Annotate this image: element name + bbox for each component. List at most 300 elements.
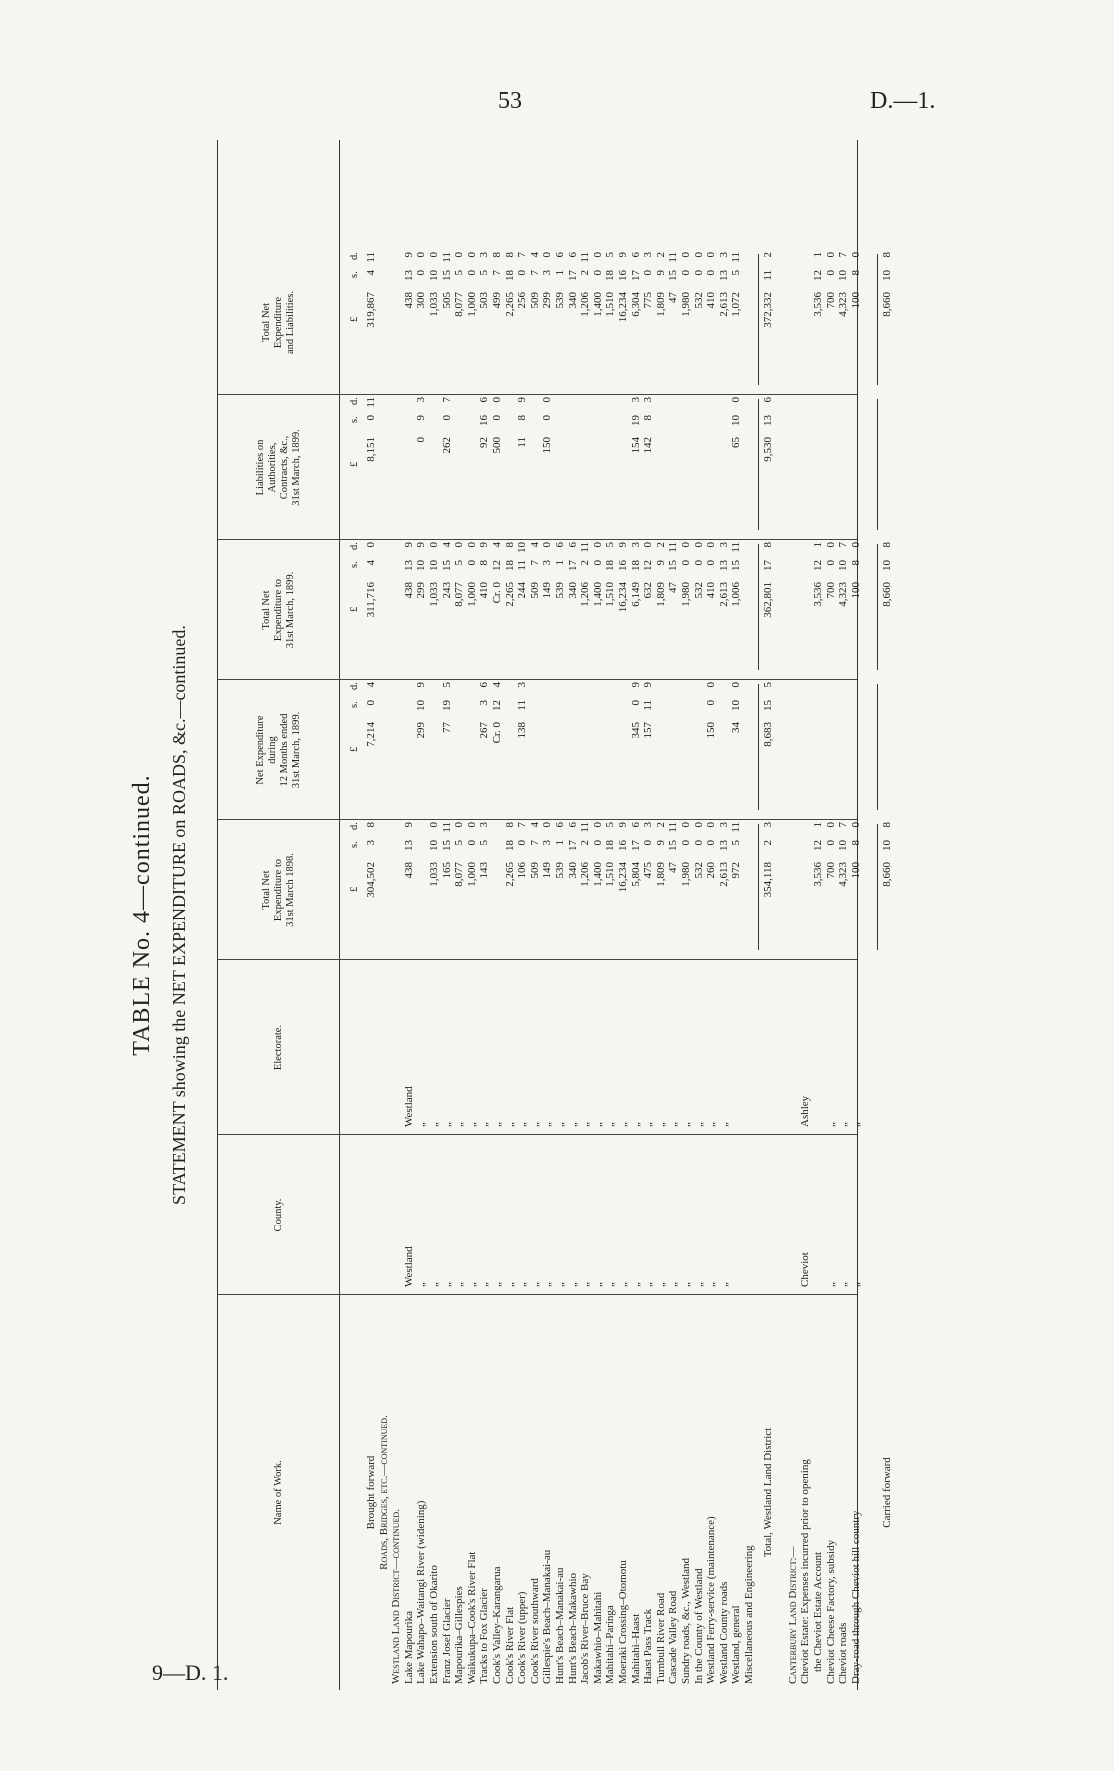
amount-pounds: 1,809 [654,292,667,317]
amount-shillings: 5 [730,840,743,846]
amount-pounds: 300 [415,292,428,309]
amount-pence: 9 [402,542,415,548]
table-title: TABLE No. 4—continued. [129,774,155,1056]
row-total-amount [881,250,894,395]
amount-shillings: 13 [717,840,730,851]
row-to1899-amount [529,540,542,680]
row-to1898-amount [453,820,466,960]
row-to1898-amount [680,820,693,960]
row-to1898-amount [825,820,838,960]
amount-shillings: 0 [541,415,554,421]
amount-pence: 11 [579,822,592,833]
amount-pence: 9 [617,822,629,828]
amount-pounds: 1,980 [680,582,692,607]
amount-pence: 5 [604,822,617,828]
row-year1899-amount [415,680,428,820]
amount-pounds: 1,006 [730,582,743,607]
row-to1899-amount [718,540,731,680]
amount-pounds: 92 [478,437,491,448]
amount-pounds: 410 [478,582,491,599]
amount-pence: 0 [849,542,862,548]
amount-shillings: 10 [881,560,893,571]
row-to1899-amount [630,540,643,680]
amount-pounds: 154 [629,437,642,454]
amount-shillings: 13 [717,560,730,571]
amount-shillings: 0 [692,270,705,276]
amount-pence: 5 [440,682,453,688]
amount-shillings: 9 [654,840,667,846]
amount-shillings: 0 [591,270,604,276]
amount-shillings: 18 [503,840,516,851]
money-unit-pence: d. [349,397,360,405]
amount-shillings: 10 [837,560,850,571]
row-electorate: „ [629,1122,642,1127]
row-to1899-amount [604,540,617,680]
amount-pence: 0 [705,252,718,258]
row-electorate: „ [503,1122,516,1127]
amount-shillings: 10 [428,840,440,851]
amount-pence: 3 [478,822,491,828]
amount-pounds: 262 [440,437,453,454]
amount-pence: 8 [881,542,893,548]
amount-shillings: 9 [654,270,667,276]
row-year1899-amount [630,680,643,820]
amount-pounds: 299 [415,582,428,599]
amount-pounds: 3,536 [812,862,824,887]
amount-pounds: 8,683 [761,722,774,747]
amount-pence: 8 [503,542,516,548]
row-electorate: Ashley [799,1095,812,1127]
amount-shillings: 8 [478,560,491,566]
row-total-amount [655,250,668,395]
amount-pence: 7 [837,822,850,828]
amount-pence: 7 [837,542,850,548]
row-name: Westland, general [730,1605,743,1684]
amount-pounds: 100 [849,862,862,879]
row-name: Extension south of Okarito [428,1565,440,1684]
row-name: Westland County roads [717,1581,730,1684]
amount-pounds: 16,234 [617,582,629,613]
row-county: „ [440,1282,453,1287]
row-to1899-amount [504,540,517,680]
amount-pence: 0 [541,822,554,828]
column-header-county: County. [273,1198,284,1232]
amount-pence: 6 [554,542,566,548]
amount-shillings: 10 [730,700,743,711]
row-county: „ [491,1282,503,1287]
row-name: Mahitahi–Paringa [604,1605,617,1684]
row-year1899-amount [516,680,529,820]
amount-shillings: 0 [680,560,692,566]
amount-shillings: 3 [541,840,554,846]
amount-pounds: 1,000 [465,582,478,607]
amount-shillings: 0 [440,415,453,421]
amount-pounds: 1,510 [604,292,617,317]
amount-pounds: 3,536 [812,582,824,607]
row-to1899-amount [567,540,580,680]
amount-pounds: 532 [692,292,705,309]
row-to1898-amount [541,820,554,960]
amount-pence: 3 [761,822,774,828]
amount-shillings: 11 [516,700,529,711]
subtotal-rule [758,684,759,810]
amount-shillings: 0 [680,840,692,846]
amount-pounds: 8,660 [881,862,893,887]
row-year1899-amount [365,680,378,820]
amount-shillings: 10 [837,840,850,851]
amount-pounds: 150 [705,722,718,739]
amount-pounds: 47 [667,582,680,593]
row-name: Cheviot Cheese Factory, subsidy [824,1539,837,1684]
row-county: Westland [402,1246,415,1287]
row-year1899-amount [762,680,775,820]
amount-pence: 9 [478,542,491,548]
row-to1898-amount [554,820,567,960]
amount-shillings: 8 [849,270,862,276]
amount-pounds: 1,400 [591,292,604,317]
row-year1899-amount [441,680,454,820]
row-electorate: „ [705,1122,718,1127]
amount-pounds: 4,323 [837,582,850,607]
row-total-amount [730,250,743,395]
row-to1899-amount [554,540,567,680]
money-unit-pounds: £ [349,606,360,612]
amount-pence: 0 [541,542,554,548]
expenditure-table [217,140,893,1690]
row-year1899-amount [491,680,504,820]
money-unit-pence: d. [349,252,360,260]
amount-pounds: 1,980 [680,862,692,887]
amount-shillings: 12 [491,560,503,571]
row-total-amount [837,250,850,395]
amount-shillings: 0 [705,560,718,566]
row-to1899-amount [667,540,680,680]
amount-pence: 0 [692,542,705,548]
row-name: Cheviot roads [837,1622,850,1684]
amount-pounds: 149 [541,862,554,879]
column-header-total: Total Net Expenditure and Liabilities. [261,291,296,354]
amount-pounds: 1,033 [428,862,440,887]
amount-pence: 0 [824,542,837,548]
amount-shillings: 0 [365,700,377,706]
amount-pounds: 632 [642,582,655,599]
row-electorate: „ [478,1122,491,1127]
row-total-amount [617,250,630,395]
amount-pence: 0 [705,822,718,828]
amount-pounds: 438 [402,582,415,599]
amount-pounds: 9,530 [761,437,774,462]
money-unit-pence: d. [349,542,360,550]
row-to1898-amount [642,820,655,960]
amount-pounds: 16,234 [617,292,629,323]
row-to1899-amount [693,540,706,680]
amount-pounds: 500 [491,437,503,454]
amount-shillings: 16 [617,560,629,571]
amount-pence: 0 [824,252,837,258]
amount-pounds: 2,613 [717,862,730,887]
amount-pence: 0 [415,252,428,258]
row-liab-amount [365,395,378,540]
amount-shillings: 1 [554,840,566,846]
amount-pence: 0 [541,252,554,258]
amount-pounds: 143 [478,862,491,879]
amount-shillings: 18 [604,840,617,851]
amount-pounds: 5,804 [629,862,642,887]
amount-pounds: 8,660 [881,292,893,317]
amount-pounds: 1,510 [604,862,617,887]
row-county: „ [705,1282,718,1287]
amount-shillings: 17 [566,560,579,571]
row-electorate: „ [642,1122,655,1127]
amount-pounds: Cr. 0 [491,582,503,604]
amount-pounds: 372,332 [761,292,774,328]
amount-shillings: 10 [881,270,893,281]
row-to1898-amount [592,820,605,960]
row-total-amount [812,250,825,395]
row-county: „ [604,1282,617,1287]
amount-pounds: 77 [440,722,453,733]
amount-pence: 1 [812,252,824,258]
row-name: Hunt's Beach–Makawhio [566,1572,579,1684]
amount-pounds: 1,809 [654,582,667,607]
amount-pounds: 340 [566,862,579,879]
amount-pounds: 2,613 [717,292,730,317]
row-name: Cheviot Estate: Expenses incurred prior to opening [799,1459,812,1684]
row-electorate: „ [654,1122,667,1127]
row-to1898-amount [403,820,416,960]
amount-shillings: 11 [642,700,655,711]
amount-pence: 0 [730,397,743,403]
row-electorate: „ [428,1122,440,1127]
amount-pence: 3 [516,682,529,688]
row-electorate: „ [680,1122,692,1127]
row-to1899-amount [453,540,466,680]
row-name: Waikukupa–Cook's River Flat [465,1551,478,1684]
amount-pounds: 1,206 [579,292,592,317]
row-to1899-amount [680,540,693,680]
amount-pence: 6 [566,252,579,258]
amount-pounds: 539 [554,582,566,599]
amount-pence: 11 [440,822,453,833]
amount-pence: 0 [692,252,705,258]
row-name: Cook's River southward [528,1578,541,1684]
amount-shillings: 18 [604,560,617,571]
amount-pence: 9 [629,682,642,688]
money-unit-shillings: s. [349,841,360,848]
row-total-amount [415,250,428,395]
row-total-amount [516,250,529,395]
amount-pence: 6 [554,822,566,828]
row-county: „ [591,1282,604,1287]
amount-shillings: 13 [402,560,415,571]
amount-pence: 0 [692,822,705,828]
amount-shillings: 0 [642,270,655,276]
row-total-amount [680,250,693,395]
amount-pounds: 11 [516,437,529,448]
amount-pounds: 1,000 [465,292,478,317]
row-total-amount [453,250,466,395]
amount-pounds: Cr. 0 [491,722,503,744]
amount-pence: 0 [591,822,604,828]
amount-pounds: 319,867 [365,292,377,328]
page-number: 53 [498,88,522,114]
amount-pounds: 362,801 [761,582,774,618]
amount-shillings: 4 [365,560,377,566]
row-electorate: „ [579,1122,592,1127]
row-electorate: „ [617,1122,629,1127]
amount-pence: 0 [428,252,440,258]
amount-pounds: 8,660 [881,582,893,607]
amount-pence: 9 [402,252,415,258]
subtotal-rule [758,254,759,385]
amount-shillings: 5 [478,840,491,846]
row-name: Canterbury Land District:— [786,1546,799,1684]
amount-pence: 7 [837,252,850,258]
row-county: „ [837,1282,850,1287]
amount-shillings: 7 [528,840,541,846]
row-electorate: „ [566,1122,579,1127]
amount-shillings: 13 [761,415,774,426]
amount-shillings: 0 [692,840,705,846]
row-to1899-amount [762,540,775,680]
amount-shillings: 5 [730,270,743,276]
column-header-name: Name of Work. [273,1460,284,1525]
row-name: Mapourika–Gillespies [453,1586,466,1684]
row-to1899-amount [592,540,605,680]
amount-pounds: 1,809 [654,862,667,887]
amount-pence: 3 [717,542,730,548]
amount-pounds: 2,265 [503,292,516,317]
amount-shillings: 0 [465,270,478,276]
row-county: „ [503,1282,516,1287]
amount-pence: 2 [654,252,667,258]
amount-shillings: 15 [440,560,453,571]
row-to1898-amount [365,820,378,960]
amount-pounds: 340 [566,292,579,309]
row-county: „ [579,1282,592,1287]
amount-pence: 7 [440,397,453,403]
table-subtitle: STATEMENT showing the NET EXPENDITURE on ROADS, &c.—continued. [169,625,189,1205]
amount-shillings: 18 [503,560,516,571]
amount-pence: 6 [478,682,491,688]
row-total-amount [705,250,718,395]
amount-pence: 0 [453,542,466,548]
row-to1898-amount [630,820,643,960]
amount-pence: 0 [465,252,478,258]
amount-pence: 11 [667,252,680,263]
row-electorate: „ [554,1122,566,1127]
amount-shillings: 12 [812,840,824,851]
amount-pounds: 509 [528,582,541,599]
row-name: Makawhio–Mahitahi [591,1591,604,1684]
amount-pence: 0 [428,542,440,548]
amount-shillings: 0 [415,270,428,276]
row-to1899-amount [541,540,554,680]
amount-pounds: 438 [402,862,415,879]
amount-pence: 3 [642,397,655,403]
row-to1898-amount [705,820,718,960]
row-total-amount [642,250,655,395]
amount-pence: 8 [881,252,893,258]
row-liab-amount [478,395,491,540]
amount-pounds: 165 [440,862,453,879]
row-to1898-amount [428,820,441,960]
amount-pence: 4 [528,252,541,258]
amount-pence: 0 [453,822,466,828]
row-to1899-amount [491,540,504,680]
table-bottom-rule [857,140,858,1690]
row-county: „ [629,1282,642,1287]
amount-pence: 3 [415,397,428,403]
amount-pounds: 256 [516,292,529,309]
amount-pence: 0 [680,542,692,548]
money-unit-pounds: £ [349,886,360,892]
row-county: „ [415,1282,428,1287]
amount-pence: 0 [541,397,554,403]
amount-pence: 0 [365,542,377,548]
row-to1898-amount [617,820,630,960]
amount-pounds: 8,151 [365,437,377,462]
row-name: In the County of Westland [692,1568,705,1684]
amount-pounds: 1,400 [591,582,604,607]
amount-pounds: 34 [730,722,743,733]
sheet-code: 9—D. 1. [152,1660,229,1685]
subtotal-rule [758,824,759,950]
amount-pence: 8 [503,822,516,828]
amount-shillings: 15 [761,700,774,711]
amount-pence: 0 [428,822,440,828]
amount-shillings: 11 [761,270,774,281]
amount-shillings: 0 [465,560,478,566]
amount-pounds: 100 [849,292,862,309]
amount-pence: 4 [440,542,453,548]
row-electorate: „ [591,1122,604,1127]
amount-pounds: 47 [667,862,680,873]
row-total-amount [630,250,643,395]
amount-shillings: 8 [516,415,529,421]
amount-pounds: 499 [491,292,503,309]
row-name: Westland Ferry-service (maintenance) [705,1516,718,1684]
amount-shillings: 0 [705,840,718,846]
amount-shillings: 17 [566,840,579,851]
amount-pounds: 267 [478,722,491,739]
amount-shillings: 12 [812,560,824,571]
row-total-amount [718,250,731,395]
row-to1898-amount [837,820,850,960]
row-name: Roads, Bridges, etc.—continued. [377,1415,390,1570]
amount-shillings: 0 [516,840,529,846]
amount-pence: 11 [667,542,680,553]
amount-pence: 2 [654,822,667,828]
amount-pounds: 410 [705,292,718,309]
row-total-amount [592,250,605,395]
subtotal-rule [877,684,878,810]
amount-shillings: 0 [629,700,642,706]
amount-shillings: 3 [478,700,491,706]
row-county: „ [849,1282,862,1287]
amount-pounds: 775 [642,292,655,309]
amount-shillings: 12 [642,560,655,571]
amount-shillings: 3 [541,560,554,566]
amount-pounds: 3,536 [812,292,824,317]
subtotal-rule [877,544,878,670]
row-total-amount [529,250,542,395]
amount-pounds: 532 [692,582,705,599]
row-county: „ [453,1282,466,1287]
row-county: „ [717,1282,730,1287]
row-electorate: „ [516,1122,529,1127]
row-to1899-amount [617,540,630,680]
